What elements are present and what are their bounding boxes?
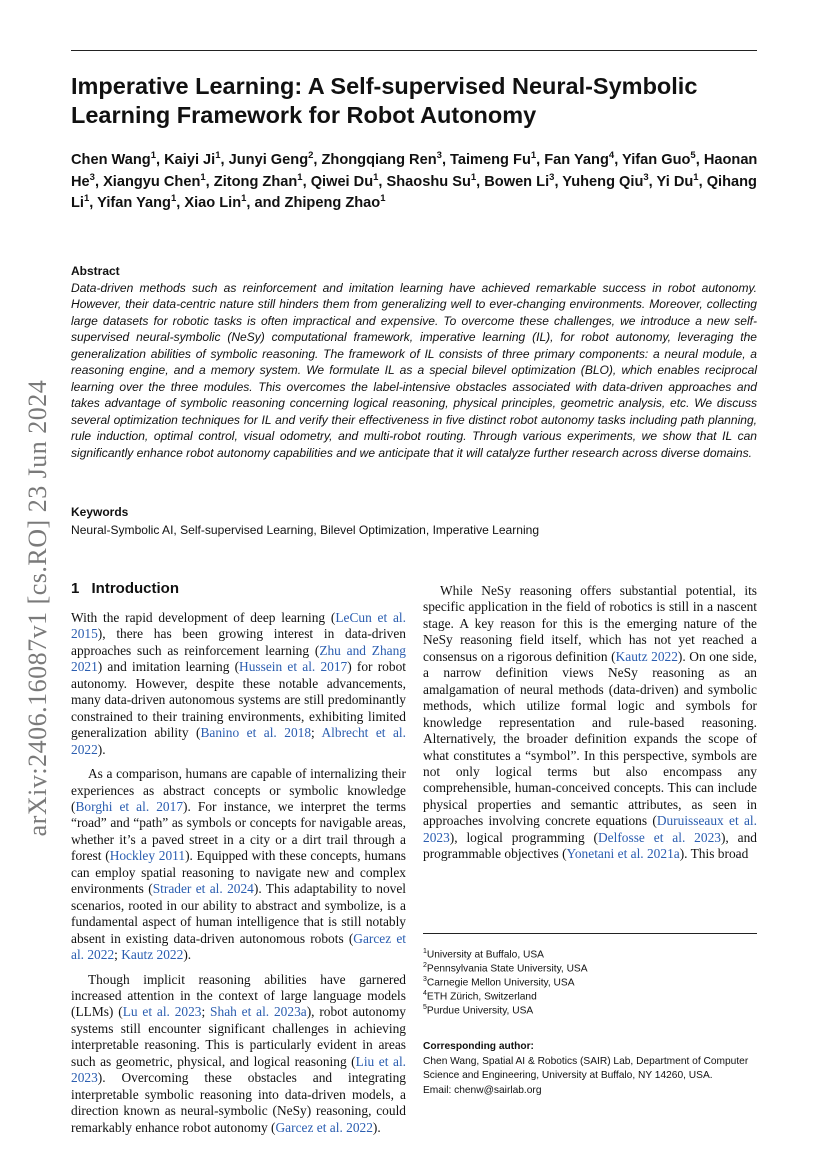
corresponding-heading: Corresponding author: (423, 1041, 534, 1052)
author-separator: , (648, 173, 657, 190)
citation-link[interactable]: Zhu and Zhang 2021 (71, 642, 407, 675)
author-separator: , and (246, 195, 285, 211)
affiliation-number: 4 (423, 990, 427, 997)
author-separator: , (205, 173, 214, 190)
body-text: ), and programmable objectives ( (423, 829, 757, 862)
affiliation-name: University at Buffalo, USA (426, 949, 544, 961)
author-affiliation-mark: 1 (380, 193, 386, 205)
author-name: Zhongqiang Ren (321, 152, 437, 168)
author-affiliation-mark: 3 (549, 171, 555, 183)
keywords-text: Neural-Symbolic AI, Self-supervised Learning, Bilevel Optimization, Imperative Learning (71, 523, 540, 537)
author-name: Zitong Zhan (213, 173, 298, 190)
body-text: While NeSy reasoning offers substantial potential, its specific application in the field of robotics is still in a nascent stage. A key reason for this is the emerging nature of the NeSy reasoning field itself, which has not yet reached a consensus on a rigorous definition ( (423, 583, 757, 664)
body-text: Though implicit reasoning abilities have garnered increased attention in the context of large language models (LLMs) ( (71, 971, 406, 1020)
corresponding-email[interactable]: Email: chenw@sairlab.org (423, 1085, 542, 1096)
section-number: 1 (71, 580, 80, 597)
body-text: With the rapid development of deep learning ( (71, 610, 336, 625)
citation-link[interactable]: Delfosse et al. 2023 (598, 829, 721, 845)
author-name: Junyi Geng (228, 152, 309, 168)
citation-link[interactable]: Borghi et al. 2017 (75, 798, 184, 814)
author-affiliation-mark: 3 (89, 171, 95, 183)
body-text: ). This broad (679, 846, 749, 862)
author-separator: , (476, 173, 485, 190)
author-affiliation-mark: 1 (470, 171, 477, 183)
author-name: Yifan Guo (622, 152, 691, 168)
author-name: Chen Wang (71, 152, 151, 168)
corresponding-text: Chen Wang, Spatial AI & Robotics (SAIR) Lab, Department of Computer Science and Engineering, University at Buffalo, NY 14260, USA. (423, 1056, 749, 1081)
header-rule (71, 50, 757, 51)
author-name: Xiangyu Chen (103, 173, 201, 190)
body-text: ). On one side, a narrow definition views NeSy reasoning as an amalgamation of neural methods (data-driven) and symbolic methods, which utilize formal logic and symbols for knowledge representation and rule-based reasoning. Alternatively, the broader definition expands the scope of what constitutes a “symbol”. In this perspective, symbols are not only logical terms but also encompass any comprehensible, human-conceived concepts. This can include physical properties and semantic attributes, as seen in approaches involving concrete equations ( (423, 648, 758, 829)
body-text: ), robot autonomy systems still encounter significant challenges in achieving interpretable reasoning. This is particularly evident in areas such as geometric, physical, and logical reasoning ( (71, 1004, 406, 1069)
body-text: ). Overcoming these obstacles and integrating interpretable symbolic reasoning into data-driven models, a direction known as neural-symbolic (NeSy) reasoning, could remarkably enhance robot autonomy ( (71, 1070, 406, 1135)
body-text: ) for robot autonomy. However, despite these notable advancements, many data-driven autonomous systems are still predominantly constrained to their training environments, exhibiting limited generalization ability ( (71, 659, 406, 741)
author-name: Yi Du (656, 173, 694, 190)
author-name: Yifan Yang (97, 195, 171, 211)
author-affiliation-mark: 1 (83, 193, 90, 205)
citation-link[interactable]: Hockley 2011 (109, 848, 186, 864)
body-text: ). This adaptability to novel scenarios, rooted in our ability to abstract and symbolize, is a fundamental aspect of human intelligence that is still notably absent in existing data-driven autonomous robots ( (71, 881, 407, 946)
citation-link[interactable]: Garcez et al. 2022 (71, 930, 406, 963)
citation-link[interactable]: Yonetani et al. 2021a (566, 846, 680, 862)
author-affiliation-mark: 1 (150, 150, 157, 162)
affiliation-number: 1 (423, 948, 427, 955)
citation-link[interactable]: Strader et al. 2024 (152, 881, 254, 897)
author-affiliation-mark: 1 (373, 171, 379, 183)
author-name: Haonan He (71, 152, 758, 190)
citation-link[interactable]: Liu et al. 2023 (71, 1053, 407, 1086)
author-affiliation-mark: 1 (200, 171, 206, 183)
affiliation-name: Purdue University, USA (426, 1005, 534, 1017)
body-text: ; (311, 725, 322, 741)
author-separator: , (220, 152, 229, 168)
arxiv-identifier[interactable]: arXiv:2406.16087v1 [cs.RO] 23 Jun 2024 (23, 379, 52, 837)
author-affiliation-mark: 3 (436, 150, 442, 162)
body-text: ; (114, 947, 122, 963)
author-name: Bowen Li (484, 173, 550, 190)
author-separator: , (313, 152, 322, 168)
body-text: ), there has been growing interest in data-driven approaches such as reinforcement learning ( (71, 626, 406, 658)
author-name: Zhipeng Zhao (284, 195, 381, 211)
author-name: Qihang Li (71, 173, 757, 211)
author-separator: , (536, 152, 545, 168)
author-separator: , (614, 152, 623, 168)
citation-link[interactable]: LeCun et al. 2015 (71, 610, 406, 642)
affiliation-number: 2 (423, 962, 427, 969)
author-separator: , (156, 152, 165, 168)
author-affiliation-mark: 1 (297, 171, 303, 183)
author-name: Qiwei Du (310, 173, 374, 190)
body-text: ). (183, 947, 192, 963)
author-separator: , (554, 173, 563, 190)
body-paragraph (71, 766, 406, 963)
citation-link[interactable]: Lu et al. 2023 (122, 1004, 202, 1020)
author-separator: , (94, 173, 104, 190)
author-separator: , (378, 173, 387, 190)
affiliation-name: Pennsylvania State University, USA (426, 963, 588, 975)
author-separator: , (698, 173, 707, 190)
affiliation-name: ETH Zürich, Switzerland (426, 991, 537, 1003)
body-text: ) and imitation learning ( (97, 659, 240, 675)
body-text: As a comparison, humans are capable of internalizing their experiences as abstract concepts or symbolic knowledge ( (71, 766, 406, 814)
citation-link[interactable]: Banino et al. 2018 (200, 725, 312, 741)
author-affiliation-mark: 5 (690, 150, 696, 162)
footnote-rule (423, 933, 757, 934)
author-separator: , (89, 195, 98, 211)
author-affiliation-mark: 3 (643, 171, 649, 183)
affiliation-number: 5 (423, 1004, 427, 1011)
body-paragraph (71, 610, 406, 758)
abstract-heading: Abstract (71, 264, 120, 278)
paper-title: Imperative Learning: A Self-supervised Neural-Symbolic Learning Framework for Robot Autonomy (71, 73, 698, 128)
citation-link[interactable]: Kautz 2022 (121, 947, 184, 963)
author-affiliation-mark: 1 (530, 150, 537, 162)
author-separator: , (176, 195, 185, 211)
author-affiliation-mark: 1 (693, 171, 699, 183)
citation-link[interactable]: Shah et al. 2023a (210, 1004, 307, 1020)
author-affiliation-mark: 2 (308, 150, 314, 162)
body-paragraph (71, 972, 406, 1137)
author-affiliation-mark: 1 (215, 150, 221, 162)
author-name: Kaiyi Ji (164, 152, 216, 168)
author-name: Yuheng Qiu (562, 173, 644, 190)
body-text: ; (201, 1004, 211, 1020)
body-text: ). Equipped with these concepts, humans can employ spatial reasoning to navigate new and complex environments ( (71, 848, 406, 897)
citation-link[interactable]: Kautz 2022 (615, 648, 678, 664)
author-name: Shaoshu Su (386, 173, 471, 190)
citation-link[interactable]: Hussein et al. 2017 (239, 659, 348, 675)
author-affiliation-mark: 1 (241, 193, 247, 205)
section-title: Introduction (91, 580, 179, 597)
body-paragraph (423, 583, 757, 863)
author-separator: , (302, 173, 311, 190)
body-text: ). (97, 741, 106, 757)
citation-link[interactable]: Albrecht et al. 2022 (71, 725, 406, 757)
author-separator: , (441, 152, 451, 168)
section-heading (71, 580, 179, 597)
keywords-heading: Keywords (71, 505, 129, 519)
author-affiliation-mark: 1 (170, 193, 177, 205)
body-text: ), logical programming ( (449, 829, 599, 845)
body-column-right (423, 583, 757, 871)
body-text: ). For instance, we interpret the terms “road” and “path” as symbols or concepts for navigable areas, whether it’s a paved street in a city or a dirt trail through a forest ( (71, 798, 406, 864)
citation-link[interactable]: Garcez et al. 2022 (275, 1119, 373, 1135)
author-list (71, 150, 761, 215)
author-separator: , (695, 152, 704, 168)
body-text: ). (372, 1119, 381, 1135)
affiliation-number: 3 (423, 976, 427, 983)
author-affiliation-mark: 4 (608, 150, 615, 162)
body-column-left (71, 610, 406, 1144)
citation-link[interactable]: Duruisseaux et al. 2023 (423, 813, 757, 845)
author-name: Xiao Lin (184, 195, 242, 211)
affiliation-name: Carnegie Mellon University, USA (426, 977, 575, 989)
affiliation-footnote (423, 1001, 533, 1018)
author-name: Taimeng Fu (450, 152, 531, 168)
author-name: Fan Yang (544, 152, 609, 168)
abstract-text: Data-driven methods such as reinforcement and imitation learning have achieved remarkable success in robot autonomy. However, their data-centric nature still hinders them from generalizing well to ever-changing environments. Moreover, collecting large datasets for robotic tasks is often impractical and expensive. To overcome these challenges, we introduce a new self-supervised neural-symbolic (NeSy) computational framework, imperative learning (IL), for robot autonomy, leveraging the generalization abilities of symbolic reasoning. The framework of IL consists of three primary components: a neural module, a reasoning engine, and a memory system. We formulate IL as a special bilevel optimization (BLO), which enables reciprocal learning over the three modules. This overcomes the label-intensive obstacles associated with data-driven approaches and takes advantage of symbolic reasoning concerning logical reasoning, physical principles, geometric analysis, etc. We discuss several optimization techniques for IL and verify their effectiveness in five distinct robot autonomy tasks including path planning, rule induction, optimal control, visual odometry, and multi-robot routing. Through various experiments, we show that IL can significantly enhance robot autonomy capabilities and we anticipate that it will catalyze further research across diverse domains. (71, 281, 757, 460)
